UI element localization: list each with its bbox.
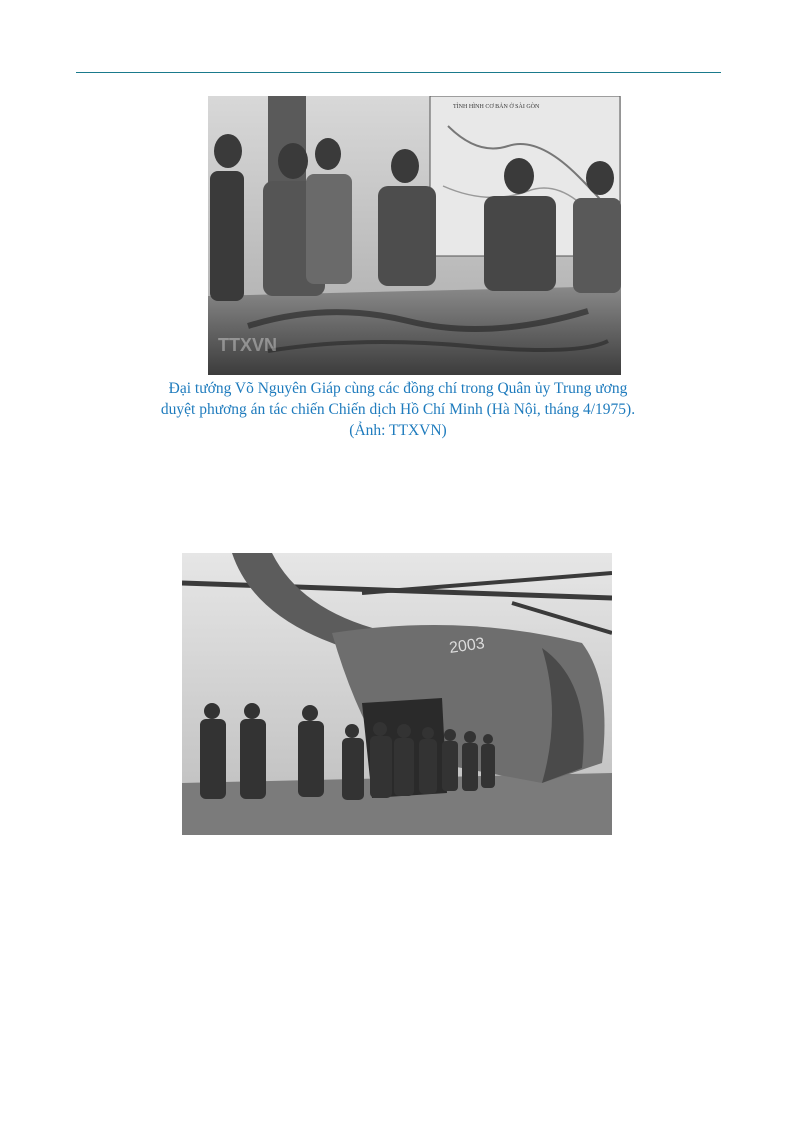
photo-watermark: TTXVN xyxy=(218,335,278,355)
photo-meeting-map-icon xyxy=(208,96,621,375)
meeting-photo xyxy=(208,96,621,375)
map-label: TÌNH HÌNH CƠ BẢN Ở SÀI GÒN xyxy=(453,104,540,110)
photo-helicopter-troops-icon xyxy=(182,553,612,835)
caption-line: duyệt phương án tác chiến Chiến dịch Hồ Chí Minh (Hà Nội, tháng 4/1975). xyxy=(160,401,636,418)
header-rule xyxy=(76,72,721,73)
caption-line: Đại tướng Võ Nguyên Giáp cùng các đồng chí trong Quân ủy Trung ương xyxy=(168,380,628,397)
caption-credit: (Ảnh: TTXVN) xyxy=(349,422,447,439)
photo-caption xyxy=(100,378,696,441)
helicopter-photo xyxy=(182,553,612,835)
aircraft-number: 2003 xyxy=(448,635,486,657)
